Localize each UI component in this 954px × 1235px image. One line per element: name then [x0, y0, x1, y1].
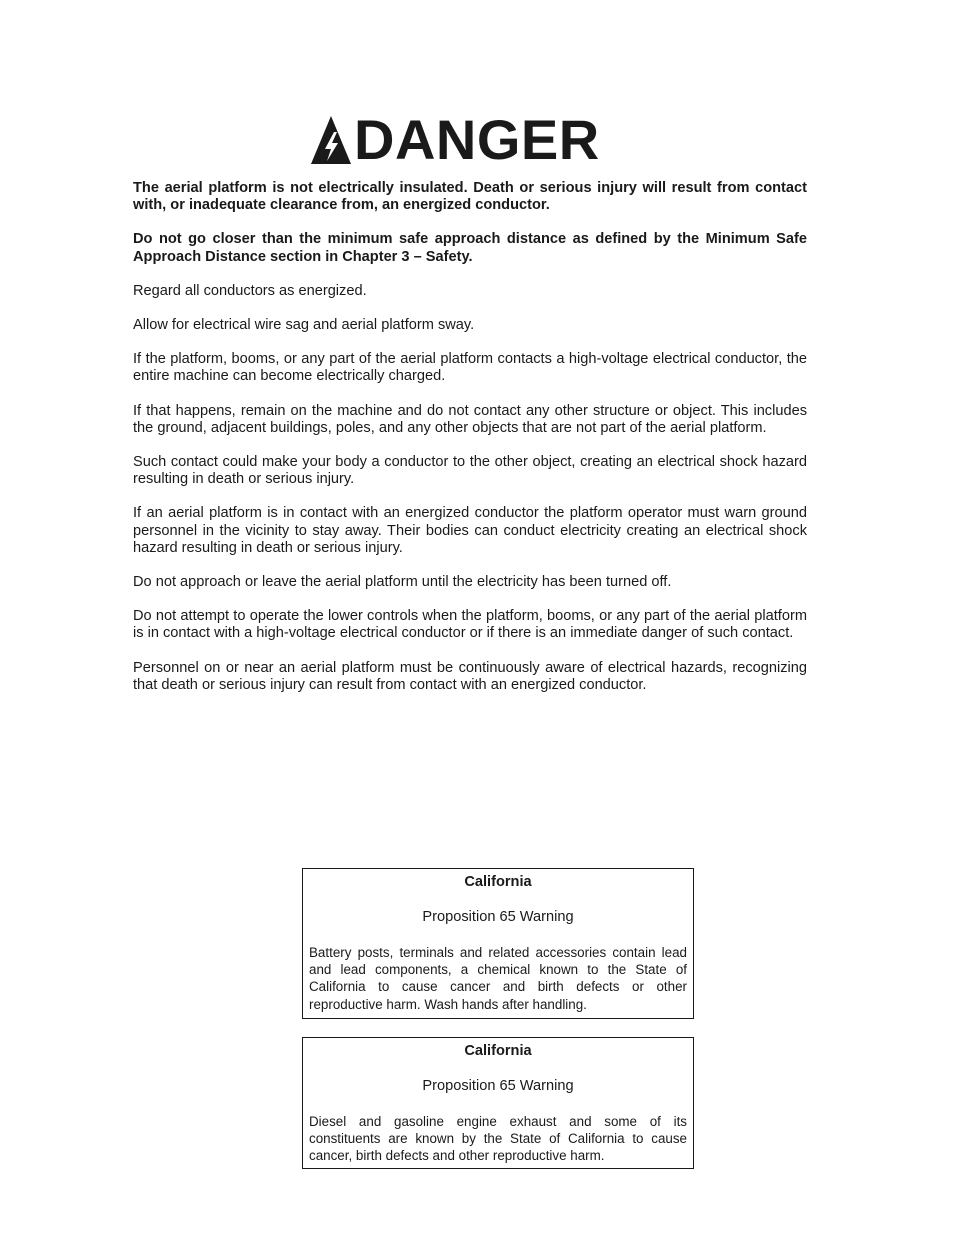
paragraph: If that happens, remain on the machine and do not contact any other structure or object. This includes the ground, adjacent buildings, poles, and any other objects that are not part of the aerial platform.	[133, 402, 807, 436]
paragraph: The aerial platform is not electrically insulated. Death or serious injury will result from contact with, or inadequate clearance from, an energized conductor.	[133, 180, 807, 214]
paragraph: Such contact could make your body a conductor to the other object, creating an electrical shock hazard resulting in death or serious injury.	[133, 454, 807, 488]
danger-message-body	[133, 180, 807, 711]
paragraph: Do not attempt to operate the lower controls when the platform, booms, or any part of the aerial platform is in contact with a high-voltage electrical conductor or if there is an immediate danger of such contact.	[133, 608, 807, 642]
prop65-exhaust-warning-box	[302, 1037, 694, 1169]
paragraph: Personnel on or near an aerial platform must be continuously aware of electrical hazards, recognizing that death or serious injury can result from contact with an energized conductor.	[133, 659, 807, 693]
box-title: California	[464, 874, 532, 890]
paragraph: If the platform, booms, or any part of the aerial platform contacts a high-voltage electrical conductor, the entire machine can become electrically charged.	[133, 351, 807, 385]
box-subtitle: Proposition 65 Warning	[422, 909, 574, 925]
paragraph: Allow for electrical wire sag and aerial platform sway.	[133, 317, 475, 334]
box-subtitle: Proposition 65 Warning	[422, 1078, 574, 1094]
danger-header	[310, 108, 600, 171]
paragraph: Regard all conductors as energized.	[133, 282, 367, 299]
box-text: Battery posts, terminals and related accessories contain lead and lead components, a chemical known to the State of California to cause cancer and birth defects or other reproductive harm. Wash hands after handling.	[309, 945, 687, 1012]
box-text: Diesel and gasoline engine exhaust and some of its constituents are known by the State of California to cause cancer, birth defects and other reproductive harm.	[309, 1114, 687, 1164]
box-title: California	[464, 1043, 532, 1059]
electrical-hazard-triangle-icon	[310, 114, 352, 166]
danger-signal-word: DANGER	[354, 108, 600, 171]
prop65-battery-warning-box	[302, 868, 694, 1019]
paragraph: Do not go closer than the minimum safe approach distance as defined by the Minimum Safe Approach Distance section in Chapter 3 – Safety.	[133, 231, 807, 265]
paragraph: Do not approach or leave the aerial platform until the electricity has been turned off.	[133, 574, 672, 591]
paragraph: If an aerial platform is in contact with an energized conductor the platform operator must warn ground personnel in the vicinity to stay away. Their bodies can conduct electricity creating an electrical shock hazard resulting in death or serious injury.	[133, 505, 807, 556]
